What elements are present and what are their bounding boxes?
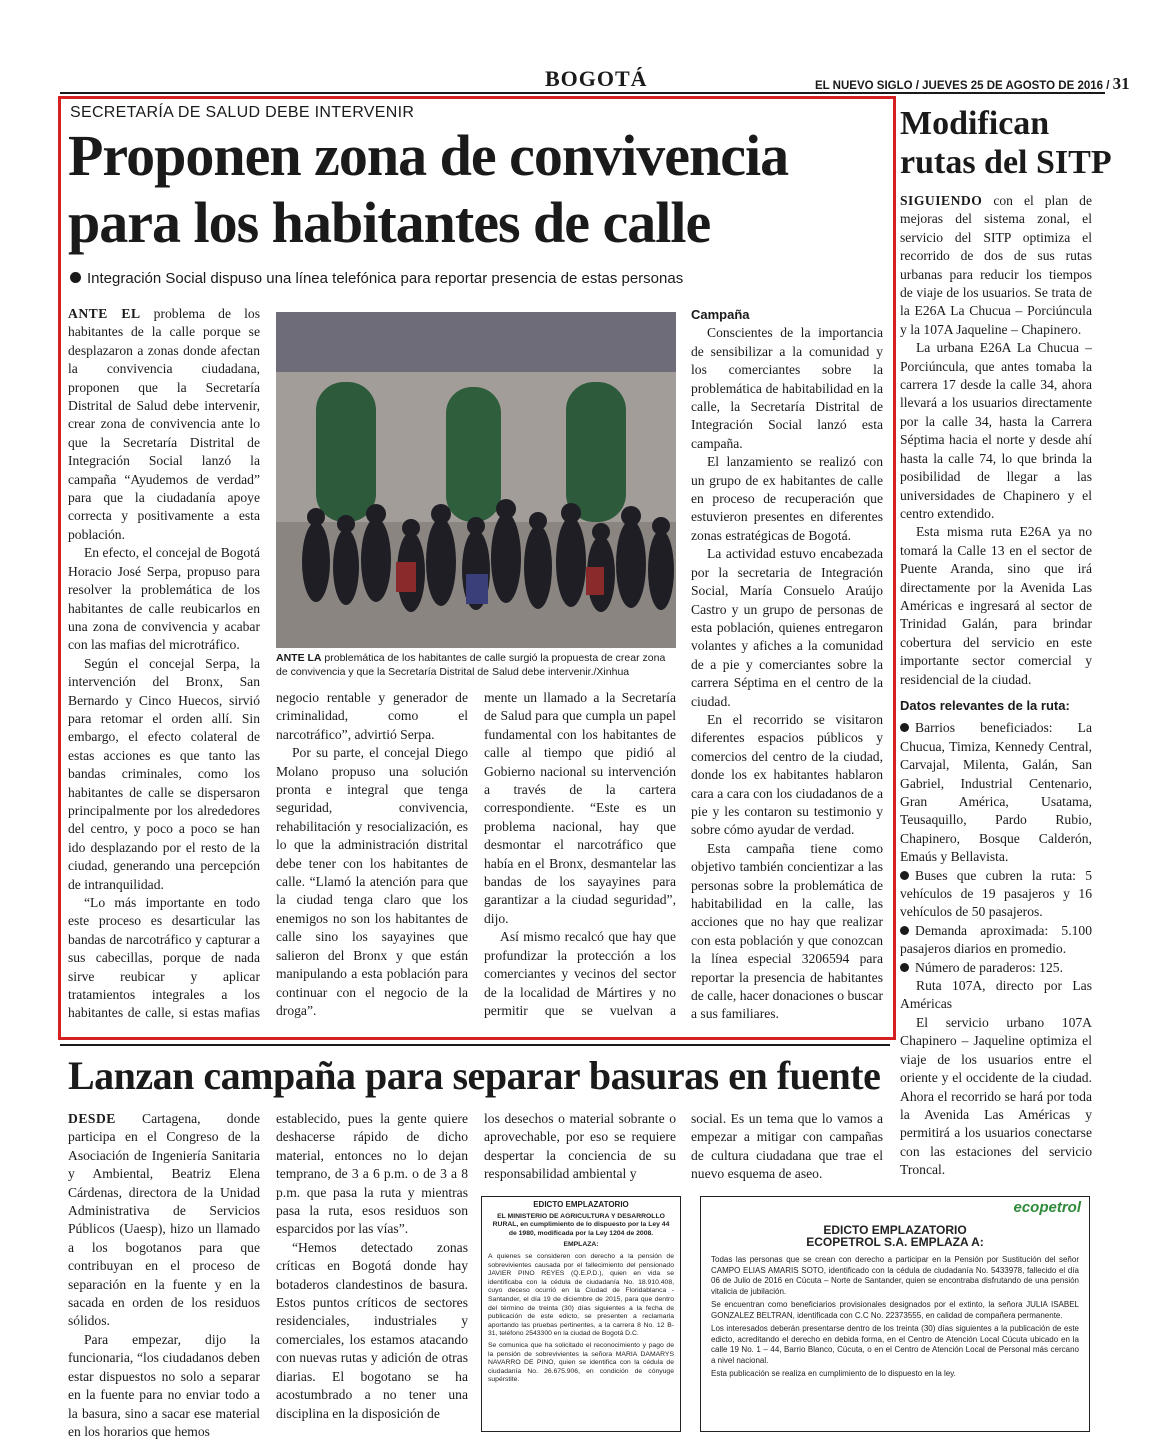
paragraph: Esta campaña tiene como objetivo también concientizar a las personas sobre la problemática de habitabilidad en la calle, las acciones que no hay que realizar con esta población y que conozcan la línea especial 3206594 para reportar la presencia de habitantes de calle, hacer donaciones o buscar a sus familiares. [691,840,883,1021]
photo-scene-illustration [276,312,676,648]
notice-emplaza: EMPLAZA: [563,1241,599,1249]
paragraph: negocio rentable y generador de criminalidad, como el narcotráfico”, advirtió Serpa. [276,690,468,742]
notice-paragraph: Se encuentran como beneficiarios provisionales designados por el extinto, la señora JULIA ISABEL GONZALEZ BELTRAN, identificada con C.C No. 22373555, en calidad de compañera permanente. [711,1300,1079,1320]
headline-line-2: para los habitantes de calle [68,190,711,255]
notice-paragraph: Esta publicación se realiza en cumplimiento de lo dispuesto en la ley. [711,1369,956,1378]
paragraph-text: problema de los habitantes de la calle porque se desplazaron a zonas donde afectan la convivencia ciudadana, proponen que la Secretaría Distrital de Salud debe intervenir, crear zona de convivencia ante lo que la Secretaría Distrital de Integración Social lanzó la campaña “Ayudemos de verdad” para que la ciudadanía apoye correcta y positivamente a esta población. [68,306,260,542]
paragraph [68,305,260,544]
caption-text: problemática de los habitantes de calle surgió la propuesta de crear zona de convivencia y que la Secretaría Distrital de Salud debe intervenir./Xinhua [276,652,666,678]
photo-caption [276,651,676,679]
dateline-text: EL NUEVO SIGLO / JUEVES 25 DE AGOSTO DE 2016 / [815,80,1110,92]
paragraph: establecido, pues la gente quiere deshacerse rápido de dicho material, entonces no lo dejan temprano, de 3 a 6 p.m. o de 3 a 8 p.m. que pasa la ruta y mientras pasa la ruta, esos residuos son esparcidos por las vías”. [276,1111,468,1237]
notice-paragraph: Todas las personas que se crean con derecho a participar en la Pensión por Sustitución del señor CAMPO ELIAS AMARIS SOTO, identificado con la cédula de ciudadanía No. 5433978, fallecido el día 06 de Julio de 2016 en Cúcuta – Norte de Santander, quien se encontraba disfrutando de una pensión vitalicia de jubilación. [711,1255,1079,1296]
bullet-item [900,922,1092,959]
paragraph: Por su parte, el concejal Diego Molano propuso una solución pronta e integral que tenga seguridad, convivencia, rehabilitación y resocialización, es lo que la administración distrital debe tener con los habitantes de calle. “Llamó la atención para que la ciudad tenga claro que los enemigos no son los habitantes de calle sino los sayayines que salieron del Bronx y que están manipulando a esta población para continuar con el negocio de la droga”. [276,745,468,1018]
paragraph: los desechos o material sobrante o aprovechable, por eso se requiere despertar la conciencia de su responsabilidad ambiental y [484,1111,676,1182]
paragraph: Conscientes de la importancia de sensibilizar a la comunidad y los comerciantes sobre la problemática de habitabilidad en la calle, la Secretaría Distrital de Integración Social lanzó esta campaña. [691,325,883,451]
paragraph-text: con el plan de mejoras del sistema zonal, el servicio del SITP optimiza el recorrido de dos de sus rutas urbanas para reducir los tiempos de viaje de los usuarios. Se trata de la E26A La Chucua – Porciúncula y la 107A Jaqueline – Chapinero. [900,193,1092,337]
headline-line-1: Proponen zona de convivencia [68,123,789,188]
second-headline: Lanzan campaña para separar basuras en fuente [68,1053,881,1098]
main-column-4 [691,306,883,1021]
paragraph: Esta misma ruta E26A ya no tomará la Calle 13 en el sector de Puente Aranda, sino que irá directamente por la Avenida Las Américas e ingresará al sector de Trinidad Galán, para brindar cobertura del servicio en este importante sector comercial y residencial de la ciudad. [900,524,1092,687]
paragraph: Así mismo recalcó que hay que profundizar la protección a los comerciantes y vecinos del sector de la localidad de Mártires y no permitir que se vuelvan a [484,929,676,1018]
bullet-icon [900,723,909,732]
bullet-text: Número de paraderos: 125. [915,959,1063,975]
paragraph [68,1110,260,1331]
sidebar-column [900,192,1092,1182]
paragraph: Según el concejal Serpa, la intervención del Bronx, San Bernardo y Cinco Huecos, sirvió para retomar el orden allí. Sin embargo, el efecto colateral de estas acciones es que tanto las bandas criminales, como los habitantes de calle se dispersaron principalmente por los alrededores del centro, y poco a poco se han ido desplazando por el resto de la ciudad, generando una percepción de intranquilidad. [68,655,260,892]
sidebar-headline-2: rutas del SITP [900,144,1112,181]
legal-notice-left [481,1196,681,1432]
dateline [815,74,1130,94]
paragraph: La actividad estuvo encabezada por la secretaria de Integración Social, María Consuelo Araújo Castro y un grupo de personas de esta población, quienes entregaron volantes y afiches a la comunidad de a pie y comerciantes sobre la carrera Séptima en el centro de la ciudad. [691,546,883,709]
paragraph: Para empezar, dijo la funcionaria, “los ciudadanos deben estar dispuestos no solo a separar en la fuente para no enviar todo a la basura, sino a sacar ese material en los horarios que hemos [68,1331,260,1439]
lead-in: ANTE EL [68,306,141,321]
lead-in: SIGUIENDO [900,193,983,208]
lead-in: DESDE [68,1111,116,1126]
deck-text: Integración Social dispuso una línea telefónica para reportar presencia de estas personas [87,270,684,287]
header-rule [60,92,1105,94]
second-column-4 [691,1110,883,1185]
bullet-icon [900,926,909,935]
main-column-1 [68,305,260,1020]
paragraph: El servicio urbano 107A Chapinero – Jaqueline optimiza el viaje de los usuarios entre el oriente y el occidente de la ciudad. Ahora el recorrido se hará por toda la Avenida Las Américas y permitirá a los usuarios conectarse con las estaciones del servicio Troncal. [900,1014,1092,1178]
notice-title: EDICTO EMPLAZATORIO [823,1223,967,1237]
notice-paragraph: Se comunica que ha solicitado el reconocimiento y pago de la pensión de sobrevivientes la señora MARIA DAMARYS NAVARRO DE PINO, quien se identifica con la cédula de ciudadanía No. 26.675.906, en condición de cónyuge supérstite. [488,1341,674,1384]
notice-title: EDICTO EMPLAZATORIO [533,1200,629,1209]
legal-notice-ecopetrol [700,1196,1090,1432]
caption-lead: ANTE LA [276,652,322,664]
notice-paragraph: A quienes se consideren con derecho a la pensión de sobrevivientes causada por el fallecimiento del pensionado JAVIER PINO REYES (Q.E.P.D.), quien en vida se identificaba con la cédula de ciudadanía No. 18.910.408, cuyo deceso ocurrió en la Ciudad de Floridablanca - Santander, el día 19 de diciembre de 2015, para que dentro del término de treinta (30) días siguientes a la fecha de publicación de este edicto, se presenten a reclamarla aportando las pruebas pertinentes, a la carrera 8 No. 12 B-31, teléfono 2543300 en la ciudad de Bogotá D.C. [488,1252,674,1338]
news-photo [276,312,676,648]
paragraph [900,1180,1092,1182]
bullet-text: Demanda aproximada: 5.100 pasajeros diarios en promedio. [900,922,1092,957]
kicker: SECRETARÍA DE SALUD DEBE INTERVENIR [70,104,415,121]
bullet-text: Barrios beneficiados: La Chucua, Timiza, Kennedy Central, Carvajal, Milenta, Galán, San Gabriel, Industrial Centenario, Gran América, Usatama, Teusaquillo, Pardo Rubio, Chapinero, Bosque Calderón, Emaús y Bellavista. [900,720,1092,865]
section-divider [60,1044,890,1046]
section-name: BOGOTÁ [545,66,648,91]
deck [70,270,683,287]
paragraph: “Hemos detectado zonas críticas en Bogotá donde hay botaderos clandestinos de basura. Estos puntos críticos de sectores residenciales, industriales y comerciales, los estamos atacando con nuevas rutas y adición de otras diarias. El bogotano se ha acostumbrado a no tener una disciplina en la disposición de [276,1239,468,1421]
bullet-text: Buses que cubren la ruta: 5 vehículos de 19 pasajeros y 16 vehículos de 50 pasajeros. [900,867,1092,920]
bullet-item [900,867,1092,922]
notice-subtitle: ECOPETROL S.A. EMPLAZA A: [806,1234,984,1249]
second-column-3 [484,1110,676,1185]
notice-subtitle: EL MINISTERIO DE AGRICULTURA Y DESARROLLO RURAL, en cumplimiento de lo dispuesto por la Ley 44 de 1980, modificada por la Ley 1204 de 2008. [492,1212,670,1237]
bullet-icon [900,963,909,972]
sidebar-headline-1: Modifican [900,105,1050,142]
paragraph: En efecto, el concejal de Bogotá Horacio José Serpa, propuso para resolver la problemática de los habitantes de calle reubicarlos en una zona de convivencia y acabar con las mafias del microtráfico. [68,545,260,653]
logo-text: ecopetrol [1013,1199,1081,1216]
paragraph: “Lo más importante en todo este proceso es desarticular las bandas de narcotráfico y capturar a sus cabecillas, porque de nada sirve reubicar y aplicar tratamientos integrales a los habitantes de calle, si estas mafias [68,895,260,1020]
bullet-icon [70,272,81,283]
paragraph: social. Es un tema que lo vamos a empezar a mitigar con campañas de cultura ciudadana que trae el nuevo esquema de aseo. [691,1111,883,1182]
paragraph-text: Cartagena, donde participa en el Congreso de la Asociación de Ingeniería Sanitaria y Ambiental, Beatriz Elena Cárdenas, directora de la Unidad Administrativa de Servicios Públicos (Uaesp), hizo un llamado a los bogotanos para que contribuyan en el proceso de separación en la fuente y en la sacada en orden de los residuos sólidos. [68,1111,260,1329]
paragraph [276,1020,468,1021]
ecopetrol-logo [1013,1199,1081,1216]
subhead: Datos relevantes de la ruta: [900,697,1070,713]
second-column-1 [68,1110,260,1445]
subhead: Campaña [691,307,750,322]
paragraph: La urbana E26A La Chucua – Porciúncula, que antes tomaba la carrera 17 desde la calle 34, ahora llevará a los usuarios directamente por la calle 34, hasta la Carrera Séptima hacia el norte y desde ahí hasta la calle 74, lo que brinda la posibilidad de llegar a las universidades de Chapinero y el centro extendido. [900,340,1092,521]
main-column-2 [276,689,468,1021]
page-number: 31 [1112,74,1130,93]
paragraph: El lanzamiento se realizó con un grupo de ex habitantes de calle en proceso de recuperación que estuvieron presentes en diferentes zonas estratégicas de Bogotá. [691,454,883,543]
notice-paragraph: Los interesados deberán presentarse dentro de los treinta (30) días siguientes a la publicación de este edicto, acreditando el derecho en debida forma, en el Centro de Atención Local Cúcuta ubicado en la calle 19 No. 1 – 44, Barrio Blanco, Cúcuta, o en el Centro de Atención Local de Personal más cercano a nivel nacional. [711,1324,1079,1365]
bullet-item [900,719,1092,866]
bullet-item [900,959,1092,977]
paragraph: En el recorrido se visitaron diferentes espacios públicos y comercios del centro de la ciudad, donde los ex habitantes hablaron cara a cara con los ciudadanos de a pie y les contaron su testimonio y sobre cómo ayudar de verdad. [691,711,883,838]
bullet-icon [900,871,909,880]
second-column-2 [276,1110,468,1445]
paragraph: Ruta 107A, directo por Las Américas [900,978,1092,1012]
paragraph [900,192,1092,339]
main-column-3 [484,689,676,1021]
paragraph: mente un llamado a la Secretaría de Salud para que cumpla un papel fundamental con los habitantes de calle al tiempo que pidió al Gobierno nacional su intervención a través de la cartera correspondiente. “Este es un problema nacional, hay que desmontar el narcotráfico que había en el Bronx, desmantelar las bandas de los sayayines para garantizar a la ciudad seguridad”, dijo. [484,690,676,926]
